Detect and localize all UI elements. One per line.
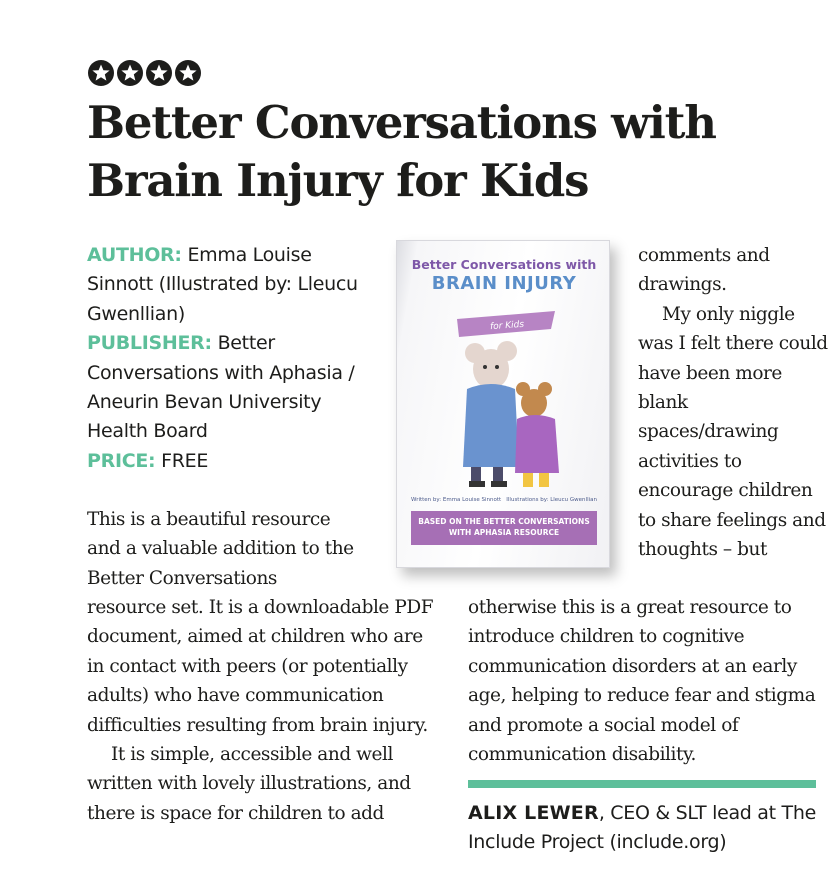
book-cover-image [396, 240, 610, 568]
cover-credits [411, 497, 597, 503]
paragraph-2: It is simple, accessible and well written with lovely illustrations, and there is space for children to add [87, 744, 411, 824]
cover-illustration [437, 297, 577, 497]
star-icon [146, 60, 172, 86]
publisher-value: Better Conversations with Aphasia / Aneurin Bevan University Health Board [87, 332, 355, 443]
paragraph-3-continued: otherwise this is a great resource to introduce children to cognitive communication disorders at an early age, helping to reduce fear and stigma and promote a social model of communication disability. [468, 597, 816, 766]
author-label: AUTHOR: [87, 244, 182, 266]
cover-written-by: Written by: Emma Louise Sinnott [411, 497, 502, 503]
star-icon [88, 60, 114, 86]
paragraph-3: My only niggle was I felt there could have been more blank spaces/drawing activities to encourage children to share feelings and thoughts – but [638, 303, 828, 561]
price-value: FREE [161, 449, 209, 472]
reviewer-role: , CEO & SLT lead at The Include Project (include.org) [468, 802, 816, 854]
paragraph-2-continued: comments and drawings. [638, 245, 770, 296]
price-label: PRICE: [87, 449, 156, 472]
star-icon [117, 60, 143, 86]
cover-ribbon-text: for Kids [489, 319, 525, 333]
title-line-2: Brain Injury for Kids [87, 154, 589, 207]
reviewer-name: ALIX LEWER [468, 802, 599, 824]
star-rating [88, 60, 201, 86]
paragraph-1-start: This is a beautiful resource and a valuable addition to the Better Conversations [87, 509, 354, 589]
review-title [87, 94, 807, 210]
star-icon [175, 60, 201, 86]
book-metadata [87, 241, 377, 476]
publisher-label: PUBLISHER: [87, 332, 212, 355]
title-line-1: Better Conversations with [87, 96, 716, 149]
reviewer-byline [468, 799, 828, 858]
cover-subtitle: BRAIN INJURY [431, 273, 577, 294]
right-column-top [638, 241, 828, 564]
author-value: Emma Louise Sinnott (Illustrated by: Lleucu Gwenllian) [87, 244, 358, 325]
cover-title: Better Conversations with [411, 257, 597, 272]
left-column-body [87, 593, 437, 828]
cover-footer: BASED ON THE BETTER CONVERSATIONS WITH APHASIA RESOURCE [411, 511, 597, 545]
paragraph-1-rest: resource set. It is a downloadable PDF document, aimed at children who are in contact with peers (or potentially adults) who have communication difficulties resulting from brain injury. [87, 597, 434, 736]
cover-illustrations-by: Illustrations by: Lleucu Gwenllian [506, 497, 597, 503]
divider-rule [468, 780, 816, 788]
